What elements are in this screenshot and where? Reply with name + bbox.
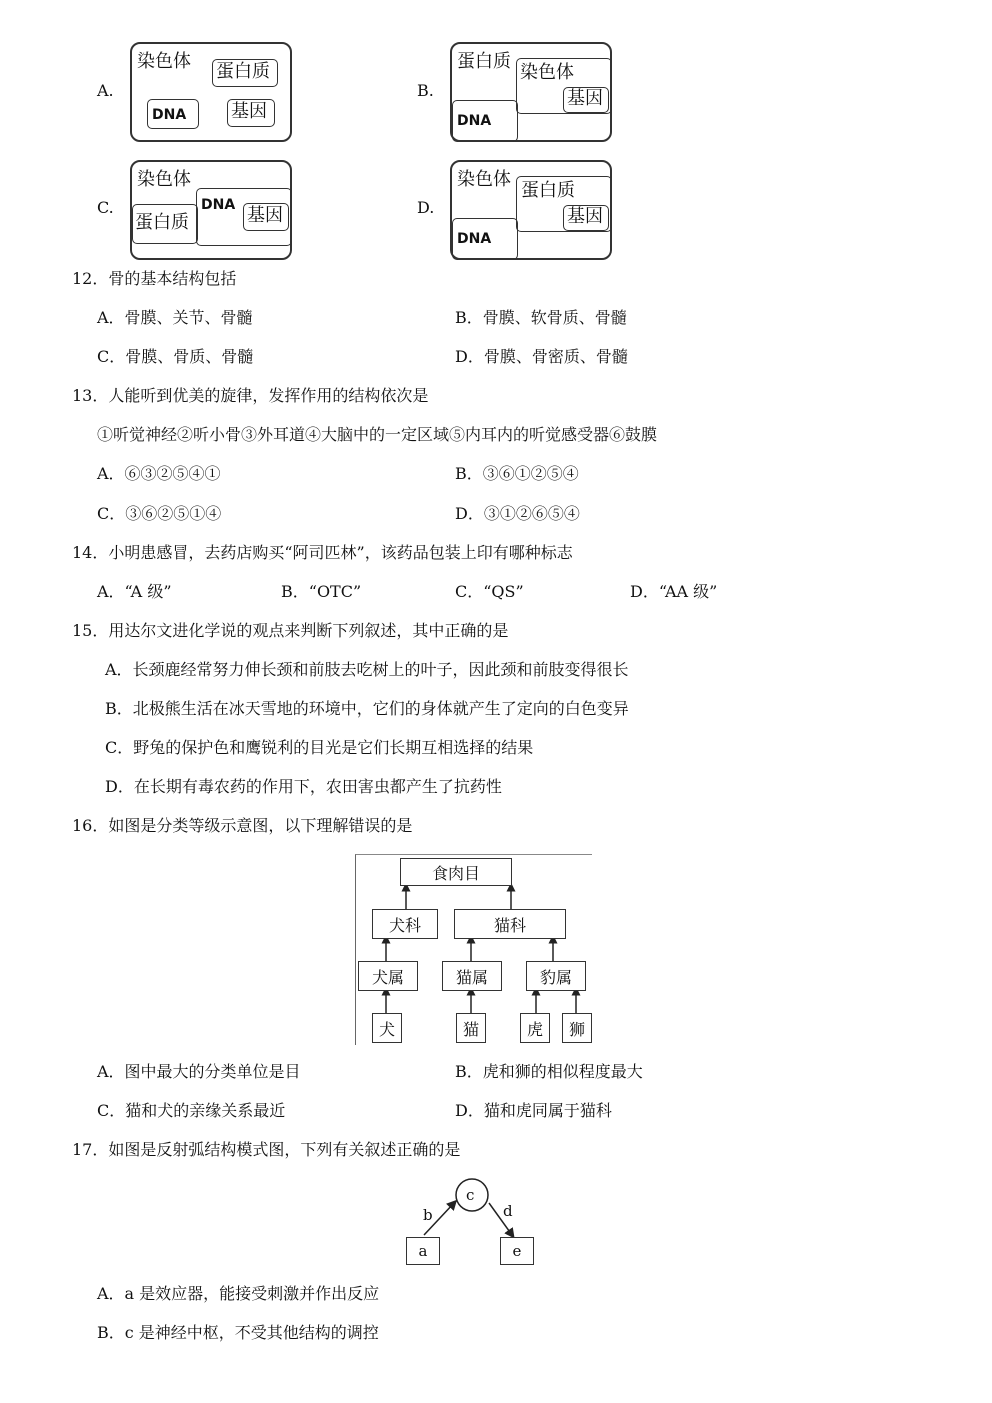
q11-option-c-label: C.: [97, 198, 114, 217]
gene-label: 基因: [231, 101, 267, 122]
species-box-lion: 狮: [562, 1013, 592, 1043]
q11-diagram-d: [450, 160, 612, 260]
protein-box: [516, 176, 612, 232]
gene-box: [563, 87, 609, 113]
q16-option-b: B．虎和狮的相似程度最大: [455, 1062, 643, 1081]
dna-box: [147, 99, 199, 129]
q13-list: ①听觉神经②听小骨③外耳道④大脑中的一定区域⑤内耳内的听觉感受器⑥鼓膜: [97, 425, 658, 444]
node-c-label: c: [466, 1186, 475, 1204]
gene-box: [563, 205, 609, 231]
q17-option-a: A．a 是效应器，能接受刺激并作出反应: [97, 1284, 380, 1303]
protein-box: [132, 204, 198, 244]
q14-option-a: A．“A 级”: [97, 582, 172, 601]
dna-label: DNA: [457, 231, 492, 247]
genus-box-leopard: 豹属: [526, 961, 586, 991]
q14-stem: 14．小明患感冒，去药店购买“阿司匹林”，该药品包装上印有哪种标志: [72, 543, 573, 562]
gene-label: 基因: [247, 205, 283, 226]
species-box-dog: 犬: [372, 1013, 402, 1043]
dna-label: DNA: [152, 107, 187, 123]
q15-option-d: D．在长期有毒农药的作用下，农田害虫都产生了抗药性: [105, 777, 502, 796]
dna-label: DNA: [457, 113, 492, 129]
arrow-d-label: d: [503, 1202, 513, 1220]
protein-label: 蛋白质: [521, 180, 575, 201]
protein-box: [212, 59, 278, 87]
genus-box-dog: 犬属: [358, 961, 418, 991]
q13-option-d: D．③①②⑥⑤④: [455, 504, 580, 523]
chromosome-label: 染色体: [137, 169, 191, 190]
family-box-dog: 犬科: [372, 909, 438, 939]
q11-option-b-label: B.: [417, 81, 434, 100]
gene-box: [227, 99, 275, 127]
node-e-box: e: [500, 1237, 534, 1265]
genus-box-cat: 猫属: [442, 961, 502, 991]
gene-label: 基因: [567, 206, 603, 227]
order-box: 食肉目: [400, 858, 512, 886]
protein-label: 蛋白质: [135, 212, 189, 233]
q13-option-c: C．③⑥②⑤①④: [97, 504, 222, 523]
q13-stem: 13．人能听到优美的旋律，发挥作用的结构依次是: [72, 386, 429, 405]
q11-diagram-a: [130, 42, 292, 142]
chromosome-label: 染色体: [137, 51, 191, 72]
q15-option-c: C．野兔的保护色和鹰锐利的目光是它们长期互相选择的结果: [105, 738, 534, 757]
q16-option-a: A．图中最大的分类单位是目: [97, 1062, 301, 1081]
dna-label: DNA: [201, 197, 236, 213]
gene-box: [243, 203, 289, 231]
q11-diagram-b: [450, 42, 612, 142]
family-box-cat: 猫科: [454, 909, 566, 939]
q13-option-a: A．⑥③②⑤④①: [97, 464, 221, 483]
arrow-b-label: b: [423, 1206, 433, 1224]
q16-option-c: C．猫和犬的亲缘关系最近: [97, 1101, 286, 1120]
q11-option-d-label: D.: [417, 198, 435, 217]
q12-stem: 12．骨的基本结构包括: [72, 269, 237, 288]
dna-box: [196, 188, 292, 246]
protein-label: 蛋白质: [216, 61, 270, 82]
q15-stem: 15．用达尔文进化学说的观点来判断下列叙述，其中正确的是: [72, 621, 509, 640]
species-box-cat: 猫: [456, 1013, 486, 1043]
q11-diagram-c: [130, 160, 292, 260]
q12-option-a: A．骨膜、关节、骨髓: [97, 308, 253, 327]
q12-option-b: B．骨膜、软骨质、骨髓: [455, 308, 627, 327]
reflex-arc-diagram: [400, 1175, 545, 1270]
q15-option-b: B．北极熊生活在冰天雪地的环境中，它们的身体就产生了定向的白色变异: [105, 699, 629, 718]
species-box-tiger: 虎: [520, 1013, 550, 1043]
q14-option-c: C．“QS”: [455, 582, 524, 601]
dna-box: [452, 100, 518, 142]
gene-label: 基因: [567, 88, 603, 109]
q12-option-d: D．骨膜、骨密质、骨髓: [455, 347, 628, 366]
q17-option-b: B．c 是神经中枢，不受其他结构的调控: [97, 1323, 379, 1342]
node-a-box: a: [406, 1237, 440, 1265]
chromosome-label: 染色体: [520, 62, 574, 83]
chromosome-box: [516, 58, 612, 114]
protein-label: 蛋白质: [457, 51, 511, 72]
q13-option-b: B．③⑥①②⑤④: [455, 464, 579, 483]
q12-option-c: C．骨膜、骨质、骨髓: [97, 347, 254, 366]
chromosome-label: 染色体: [457, 169, 511, 190]
q16-option-d: D．猫和虎同属于猫科: [455, 1101, 612, 1120]
dna-box: [452, 218, 518, 260]
q14-option-b: B．“OTC”: [281, 582, 362, 601]
q11-option-a-label: A.: [97, 81, 114, 100]
q17-stem: 17．如图是反射弧结构模式图，下列有关叙述正确的是: [72, 1140, 461, 1159]
q14-option-d: D．“AA 级”: [630, 582, 718, 601]
classification-diagram: [355, 854, 592, 1045]
q15-option-a: A．长颈鹿经常努力伸长颈和前肢去吃树上的叶子，因此颈和前肢变得很长: [105, 660, 629, 679]
q16-stem: 16．如图是分类等级示意图，以下理解错误的是: [72, 816, 413, 835]
